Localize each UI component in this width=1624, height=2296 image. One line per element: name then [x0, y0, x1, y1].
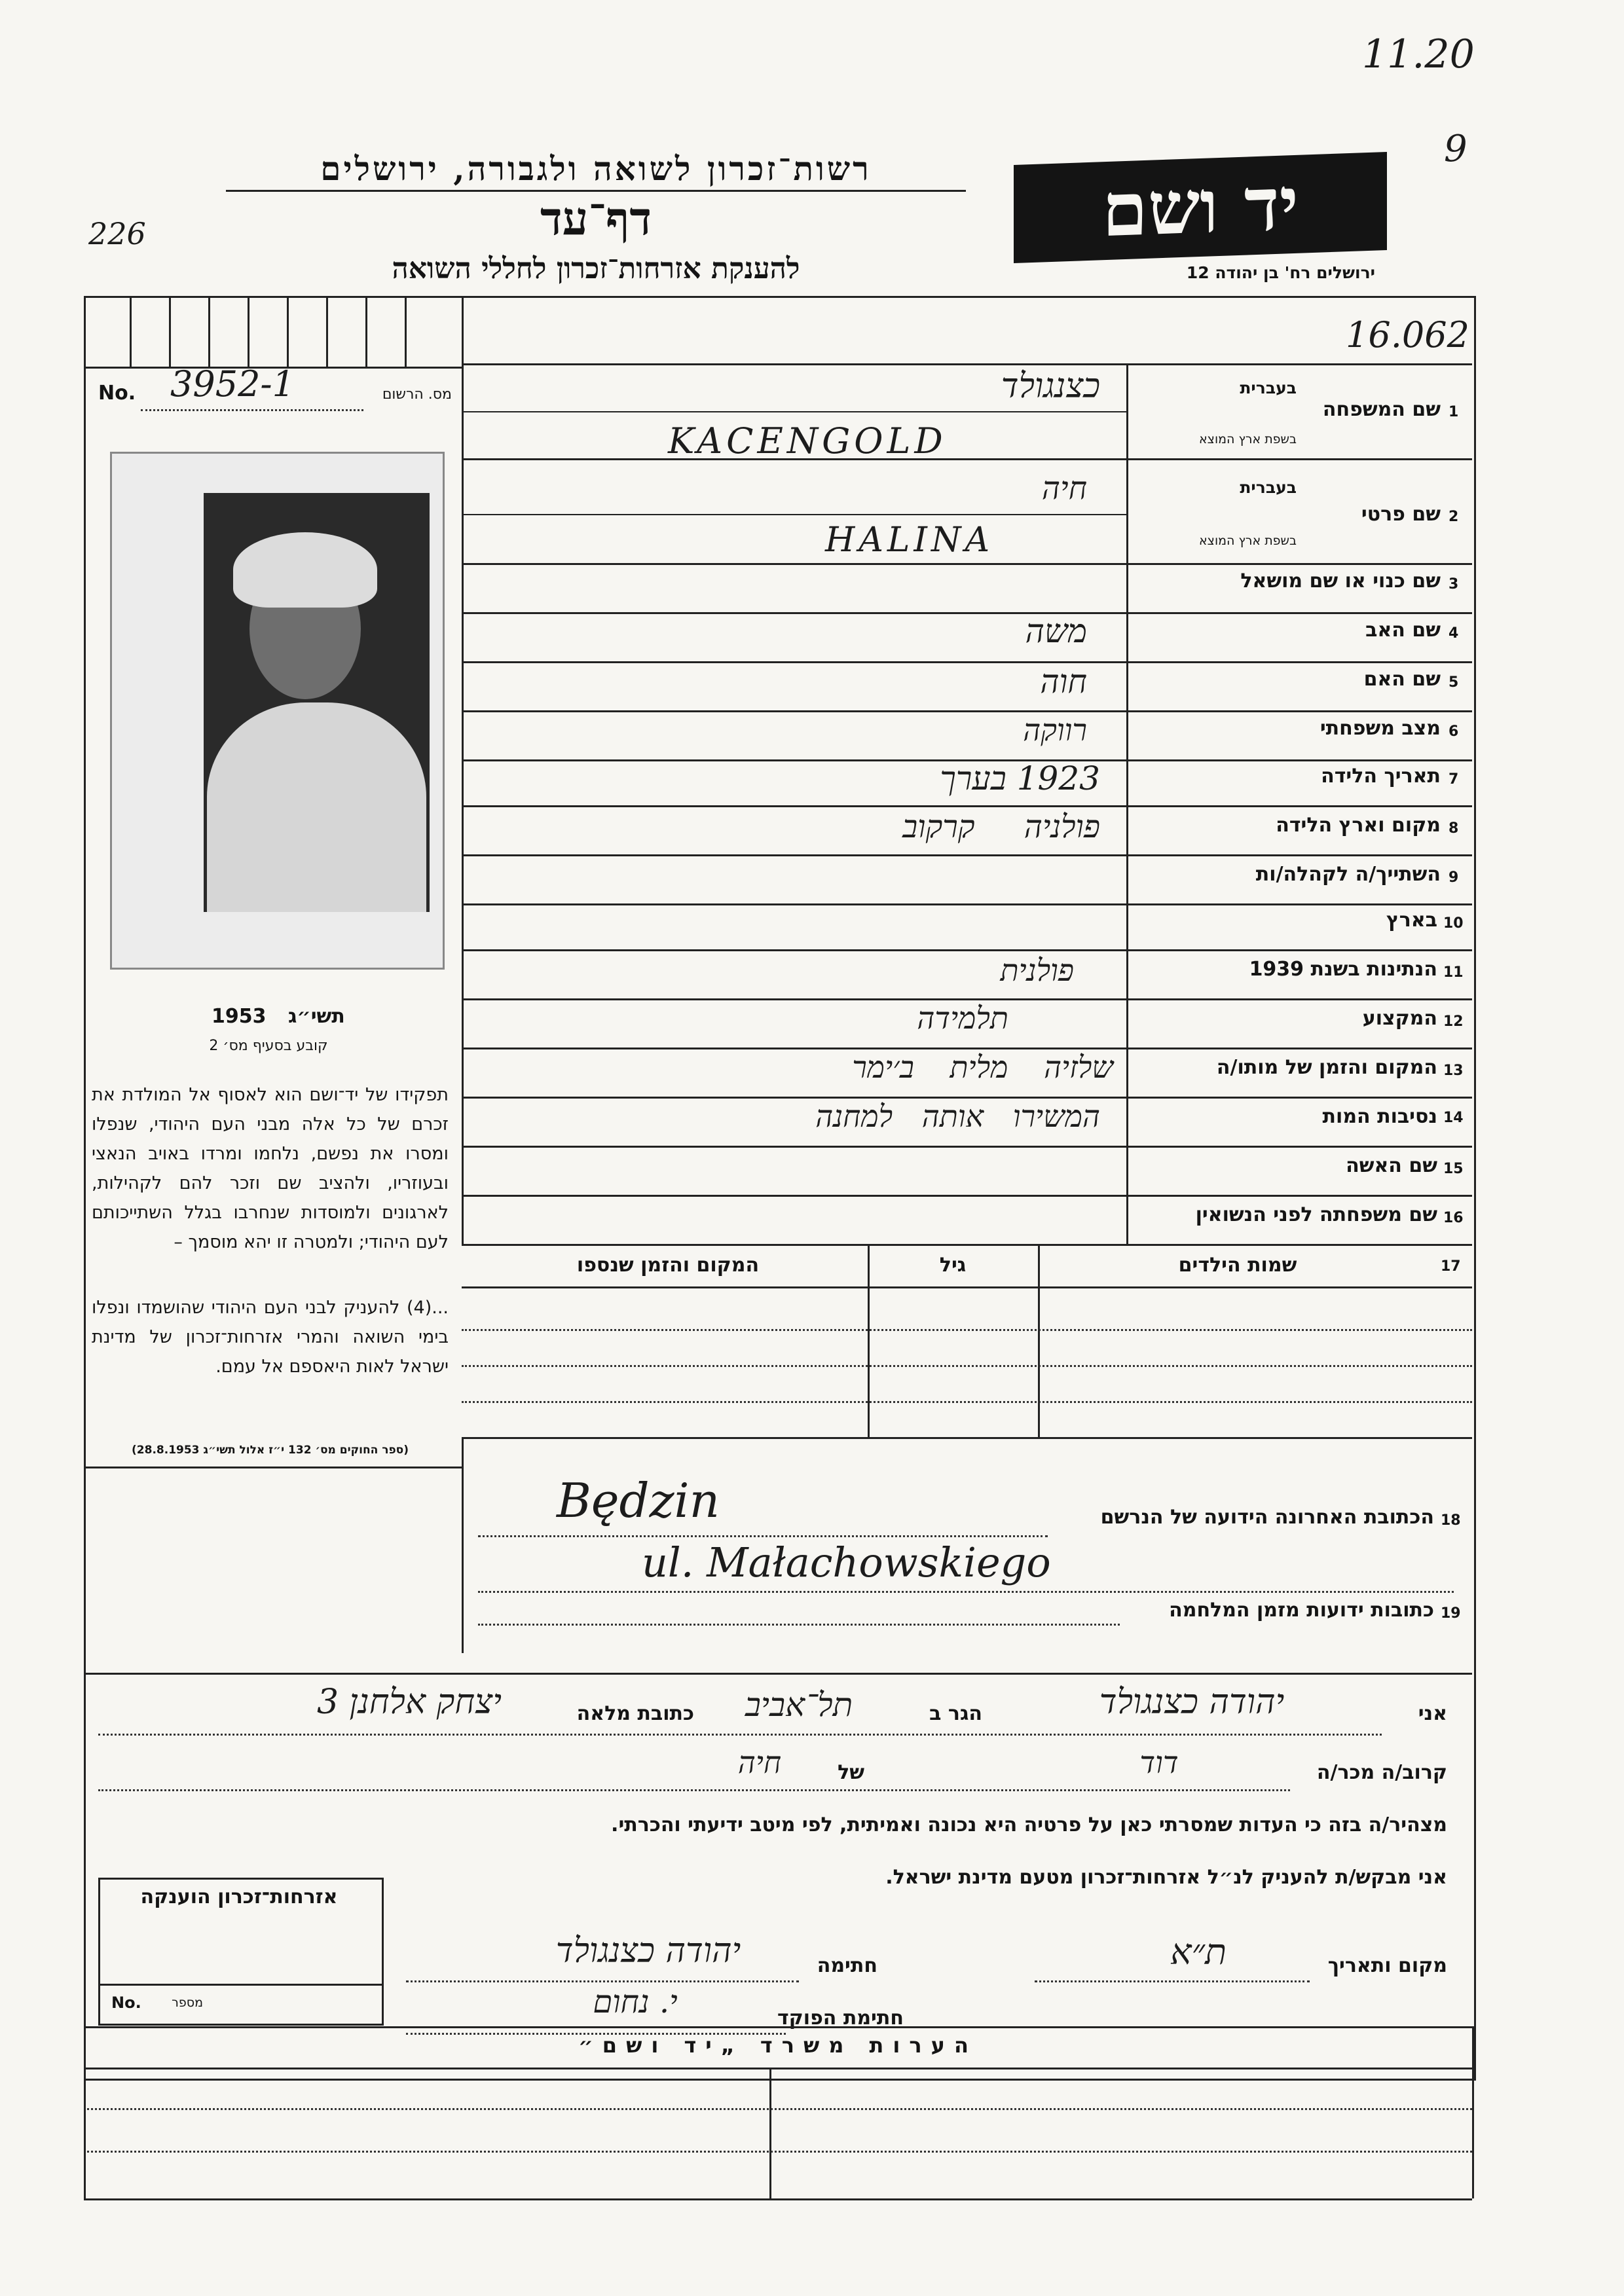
logo-address: ירושלים רח' בן יהודה 12 [1186, 263, 1375, 282]
q18-line-2 [478, 1591, 1454, 1593]
decl-official-label: חתימת הפוקד [777, 2007, 904, 2030]
id-box-divider [405, 296, 407, 367]
field-11-number: 11 [1443, 964, 1464, 981]
file-number-divider [462, 363, 1472, 365]
field-14-label: נסיבות המות [1322, 1105, 1437, 1128]
field-8-label: מקום וארץ הלידה [1276, 814, 1441, 837]
id-box-divider [248, 296, 249, 367]
law-reference: קובע בסעיף מס׳ 2 [209, 1038, 328, 1054]
children-row-line [462, 1365, 1472, 1367]
field-7-number: 7 [1449, 771, 1459, 788]
row-line [462, 805, 1472, 807]
decl-line-1 [98, 1734, 1382, 1736]
field-8-number: 8 [1449, 820, 1459, 837]
row-line [462, 1244, 1472, 1246]
field-6-label: מצב משפחתי [1320, 717, 1441, 740]
row-line [462, 1195, 1472, 1197]
field-12-value: תלמידה [917, 1000, 1008, 1036]
declaration-top-line [84, 1673, 1472, 1675]
field-2-sublabel2: בשפת ארץ המוצא [1198, 534, 1297, 548]
law-paragraph-1: תפקידו של יד־ושם הוא לאסוף אל המולדת את זכרם של כל אלה מבני העם היהודי, שנפלו ומסרו את נפשם, נלחמו ומרדו באויב הנאצי ובעוזריו, ולהציב שם וזכר להם לקהילות, לארגונים ולמוסדות שנחרבו בגלל השתייכותם לעם היהודי; ולמטרה זו יהא מוסמך – [92, 1085, 449, 1252]
registration-number: 3952-1 [170, 363, 295, 405]
remarks-left-border [84, 2026, 86, 2198]
decl-official-value: י. נחום [593, 1984, 678, 2020]
logo-text: יד ושם [1101, 160, 1299, 254]
field-9-label: השתייך/ה לקהלה/ות [1255, 863, 1441, 886]
yad-vashem-logo [1014, 152, 1387, 263]
id-box-divider [130, 296, 132, 367]
q19-number: 19 [1441, 1605, 1461, 1622]
label-column-separator [1126, 363, 1128, 1244]
field-13-label: המקום והזמן של מותו/ה [1216, 1056, 1437, 1079]
id-box-divider [169, 296, 171, 367]
field-1-sublabel2: בשפת ארץ המוצא [1198, 432, 1297, 446]
children-col-sep [1038, 1244, 1040, 1437]
remarks-bottom-line [84, 2198, 1472, 2200]
registration-no-prefix: No. [98, 382, 136, 405]
decl-place-line [1035, 1980, 1310, 1982]
field-16-number: 16 [1443, 1210, 1464, 1226]
decl-place-date-value: ת״א [1170, 1931, 1227, 1973]
field-10-number: 10 [1443, 915, 1464, 932]
id-box-divider [326, 296, 328, 367]
field-2-value-heb: חיה [1041, 470, 1087, 507]
row-split-line [462, 411, 1126, 412]
row-line [462, 854, 1472, 856]
children-col-sep [868, 1244, 870, 1437]
remarks-right-border [1472, 2026, 1474, 2198]
registration-label: מס. הרשום [382, 386, 452, 403]
stamp-box-no-label: No. [111, 1994, 141, 2012]
decl-relative-label: קרוב/ה מכר/ה [1316, 1761, 1447, 1784]
law-date-year: 1953 [212, 1005, 267, 1028]
children-header-place-time: המקום והזמן שנספו [576, 1254, 760, 1277]
stamp-box-title: אזרחות־זכרון הוענקה [140, 1886, 338, 1908]
field-6-value: רווקה [1023, 712, 1087, 748]
field-14-value: המשירו אותה למחנה [815, 1099, 1100, 1134]
field-1-number: 1 [1449, 404, 1459, 420]
field-2-number: 2 [1449, 509, 1459, 525]
decl-request: אני מבקש/ת להעניק לנ״ל אזרחות־זכרון מטעם מדינת ישראל. [885, 1866, 1447, 1889]
field-12-number: 12 [1443, 1013, 1464, 1030]
field-1-value-heb: כצנגולד [1001, 367, 1100, 406]
remarks-top-line [84, 2026, 1472, 2028]
q18-line [478, 1535, 1048, 1537]
form-subtitle: להענקת אזרחות־זכרון לחללי השואה [392, 252, 800, 285]
decl-address-value: יצחק אלחנן 3 [316, 1683, 502, 1722]
corner-number: 9 [1444, 128, 1467, 170]
authority-heading: רשות־זכרון לשואה ולגבורה, ירושלים [320, 149, 872, 188]
left-column-separator [462, 296, 464, 1245]
registration-dotted [141, 409, 363, 411]
row-line [462, 949, 1472, 951]
stamp-box-number-label: מספר [172, 1995, 203, 2010]
decl-relative-value: דוד [1139, 1745, 1179, 1780]
decl-name-value: יהודה כצנגולד [1099, 1683, 1285, 1722]
children-row-line [462, 1329, 1472, 1331]
q19-line [478, 1624, 1120, 1626]
field-3-number: 3 [1449, 576, 1459, 592]
decl-line-2 [98, 1789, 1290, 1791]
field-1-value-lat: KACENGOLD [668, 420, 947, 462]
remarks-mid-sep [769, 2068, 771, 2198]
remarks-header-line [84, 2068, 1472, 2069]
field-2-sublabel: בעברית [1240, 478, 1297, 497]
row-line [462, 563, 1472, 565]
row-line [462, 903, 1472, 905]
field-14-number: 14 [1443, 1110, 1464, 1126]
q19-label: כתובות ידועות מזמן המלחמה [1169, 1599, 1434, 1622]
children-row-line [462, 1401, 1472, 1403]
field-13-number: 13 [1443, 1063, 1464, 1079]
id-box-divider [287, 296, 289, 367]
law-footnote: (ספר החוקים מס׳ 132 י״ז אלול תשי״ג 28.8.1953) [132, 1444, 409, 1457]
field-7-label: תאריך הלידה [1321, 765, 1441, 788]
photo-figure-cap [233, 532, 377, 608]
decl-of-value: חיה [737, 1745, 782, 1780]
row-line [462, 1146, 1472, 1148]
decl-address-label: כתובת מלאה [576, 1702, 694, 1725]
q18-label: הכתובת האחרונה הידועה של הנרשם [1100, 1506, 1434, 1529]
law-paragraph-2: ...(4) להעניק לבני העם היהודי שהושמדו ונפלו בימי השואה והמרי אזרחות־זכרון של מדינת ישראל לאות היאספם אל עמם. [92, 1298, 449, 1377]
form-title: דף־עד [540, 191, 652, 246]
id-box-divider [208, 296, 210, 367]
photo-figure-body [207, 702, 426, 912]
field-5-number: 5 [1449, 674, 1459, 691]
decl-city-value: תל־אביב [745, 1686, 853, 1724]
children-bottom-line [462, 1437, 1472, 1439]
left-column-bottom [84, 1467, 462, 1468]
field-8-value: פולניה קרקוב [902, 809, 1100, 845]
field-1-label: שם המשפחה [1322, 398, 1441, 421]
field-1-sublabel: בעברית [1240, 378, 1297, 397]
children-header-age: גיל [939, 1254, 967, 1277]
q18-number: 18 [1441, 1512, 1461, 1529]
id-box-divider [365, 296, 367, 367]
field-16-label: שם משפחתה לפני הנשואין [1195, 1203, 1437, 1226]
margin-number: 226 [88, 216, 146, 251]
remarks-row-line [84, 2108, 1472, 2110]
decl-resides-label: הגר ב [929, 1702, 982, 1725]
field-2-label: שם פרטי [1361, 503, 1441, 526]
row-line [462, 458, 1472, 460]
left-column-lower-sep [462, 1437, 464, 1653]
field-15-number: 15 [1443, 1161, 1464, 1177]
field-4-value: משה [1025, 612, 1087, 650]
field-11-value: פולנית [1000, 953, 1074, 988]
q18-value-1: Będzin [557, 1473, 720, 1528]
children-header-names: שמות הילדים [1178, 1254, 1297, 1277]
decl-statement: מצהיר/ה בזה כי העדות שמסרתי כאן על פרטיה היא נכונה ואמיתית, לפי מיטב ידיעתי והכרתי. [611, 1813, 1447, 1836]
decl-signature-value: יהודה כצנגולד [555, 1931, 741, 1971]
field-4-number: 4 [1449, 625, 1459, 642]
children-header-line [462, 1286, 1472, 1288]
decl-place-date-label: מקום ותאריך [1327, 1954, 1447, 1977]
file-number: 16.062 [1346, 314, 1469, 355]
top-corner-note: 11.20 [1362, 31, 1475, 77]
field-10-label: בארץ [1386, 909, 1437, 932]
decl-ani-label: אני [1418, 1702, 1447, 1725]
field-13-value: שלזיה מלית ב׳ימר [852, 1049, 1113, 1085]
field-12-label: המקצוע [1362, 1007, 1437, 1030]
field-5-value: חוה [1040, 663, 1087, 701]
decl-signature-label: חתימה [817, 1954, 877, 1977]
field-4-label: שם האב [1365, 619, 1441, 642]
stamp-box-inner-line [98, 1984, 382, 1986]
remarks-row-line [84, 2151, 1472, 2153]
children-table-number: 17 [1441, 1258, 1461, 1275]
field-11-label: הנתינות בשנת 1939 [1249, 958, 1437, 981]
photo-image [204, 493, 430, 912]
portrait-photo [110, 452, 445, 970]
field-5-label: שם האם [1363, 668, 1441, 691]
field-9-number: 9 [1449, 869, 1459, 886]
decl-signature-line [406, 1980, 799, 1982]
field-3-label: שם כנוי או שם מושאל [1240, 570, 1441, 592]
q18-value-2: ul. Małachowskiego [642, 1539, 1051, 1586]
field-7-value: 1923 בערך [940, 759, 1100, 797]
field-15-label: שם האשה [1346, 1154, 1437, 1177]
field-2-value-lat: HALINA [825, 520, 994, 560]
remarks-title: הערות משרד „יד ושם״ [578, 2033, 978, 2058]
row-split-line [462, 514, 1126, 515]
decl-of-label: של [838, 1761, 864, 1784]
law-date-heb: תשי״ג [288, 1005, 345, 1028]
field-6-number: 6 [1449, 723, 1459, 740]
